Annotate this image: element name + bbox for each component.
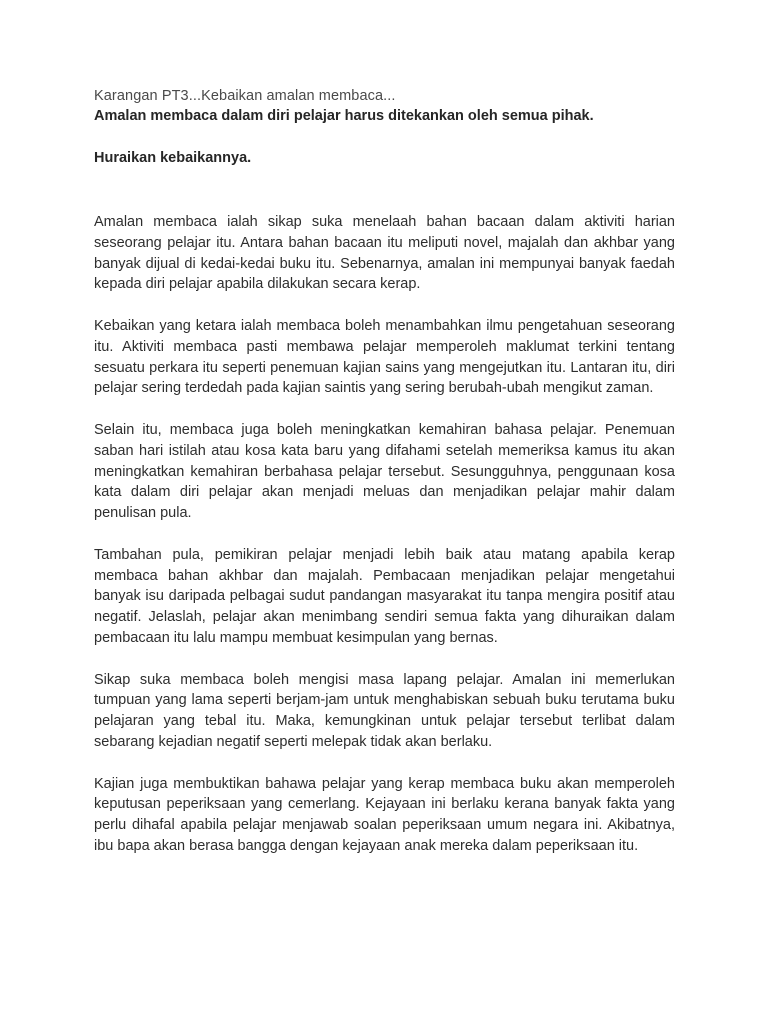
essay-paragraph-knowledge: Kebaikan yang ketara ialah membaca boleh menambahkan ilmu pengetahuan seseorang itu. Aktiviti membaca pasti membawa pelajar memperoleh maklumat terkini tentang sesuatu perkara itu seperti penemuan kajian sains yang mengejutkan itu. Lantaran itu, diri pelajar sering terdedah pada kajian saintis yang sering berubah-ubah mengikut zaman.: [94, 317, 675, 397]
essay-paragraph-intro: Amalan membaca ialah sikap suka menelaah bahan bacaan dalam aktiviti harian seseorang pelajar itu. Antara bahan bacaan itu meliputi novel, majalah dan akhbar yang banyak dijual di kedai-kedai buku itu. Sebenarnya, amalan ini mempunyai banyak faedah kepada diri pelajar apabila dilakukan secara kerap.: [94, 214, 675, 293]
essay-paragraph-exam-results: Kajian juga membuktikan bahawa pelajar yang kerap membaca buku akan memperoleh keputusan peperiksaan yang cemerlang. Kejayaan ini berlaku kerana banyak fakta yang perlu dihafal apabila pelajar menjawab soalan peperiksaan umum negara ini. Akibatnya, ibu bapa akan berasa bangga dengan kejayaan anak mereka dalam peperiksaan itu.: [94, 775, 675, 854]
essay-paragraph-thinking: Tambahan pula, pemikiran pelajar menjadi lebih baik atau matang apabila kerap membaca bahan akhbar dan majalah. Pembacaan menjadikan pelajar mengetahui banyak isu daripada pelbagai sudut pandangan masyarakat itu tanpa mengira positif atau negatif. Jelaslah, pelajar akan menimbang sendiri semua fakta yang dihuraikan dalam pembacaan itu lalu mampu membuat kesimpulan yang bernas.: [94, 546, 675, 646]
essay-task: Huraikan kebaikannya.: [94, 150, 252, 166]
document-title: Karangan PT3...Kebaikan amalan membaca...: [94, 88, 396, 104]
essay-body: [94, 212, 675, 857]
essay-paragraph-free-time: Sikap suka membaca boleh mengisi masa lapang pelajar. Amalan ini memerlukan tumpuan yang lama seperti berjam-jam untuk menghabiskan sebuah buku terutama buku pelajaran yang tebal itu. Maka, kemungkinan untuk pelajar tersebut terlibat dalam sebarang kejadian negatif seperti melepak tidak akan berlaku.: [94, 671, 675, 750]
essay-question: Amalan membaca dalam diri pelajar harus ditekankan oleh semua pihak.: [94, 108, 594, 124]
essay-paragraph-language: Selain itu, membaca juga boleh meningkatkan kemahiran bahasa pelajar. Penemuan saban hari istilah atau kosa kata baru yang difahami setelah memeriksa kamus itu akan meningkatkan kemahiran berbahasa pelajar tersebut. Sesungguhnya, penggunaan kosa kata dalam diri pelajar akan menjadi meluas dan menjadikan pelajar mahir dalam penulisan pula.: [94, 421, 675, 522]
document-page: [94, 86, 675, 878]
